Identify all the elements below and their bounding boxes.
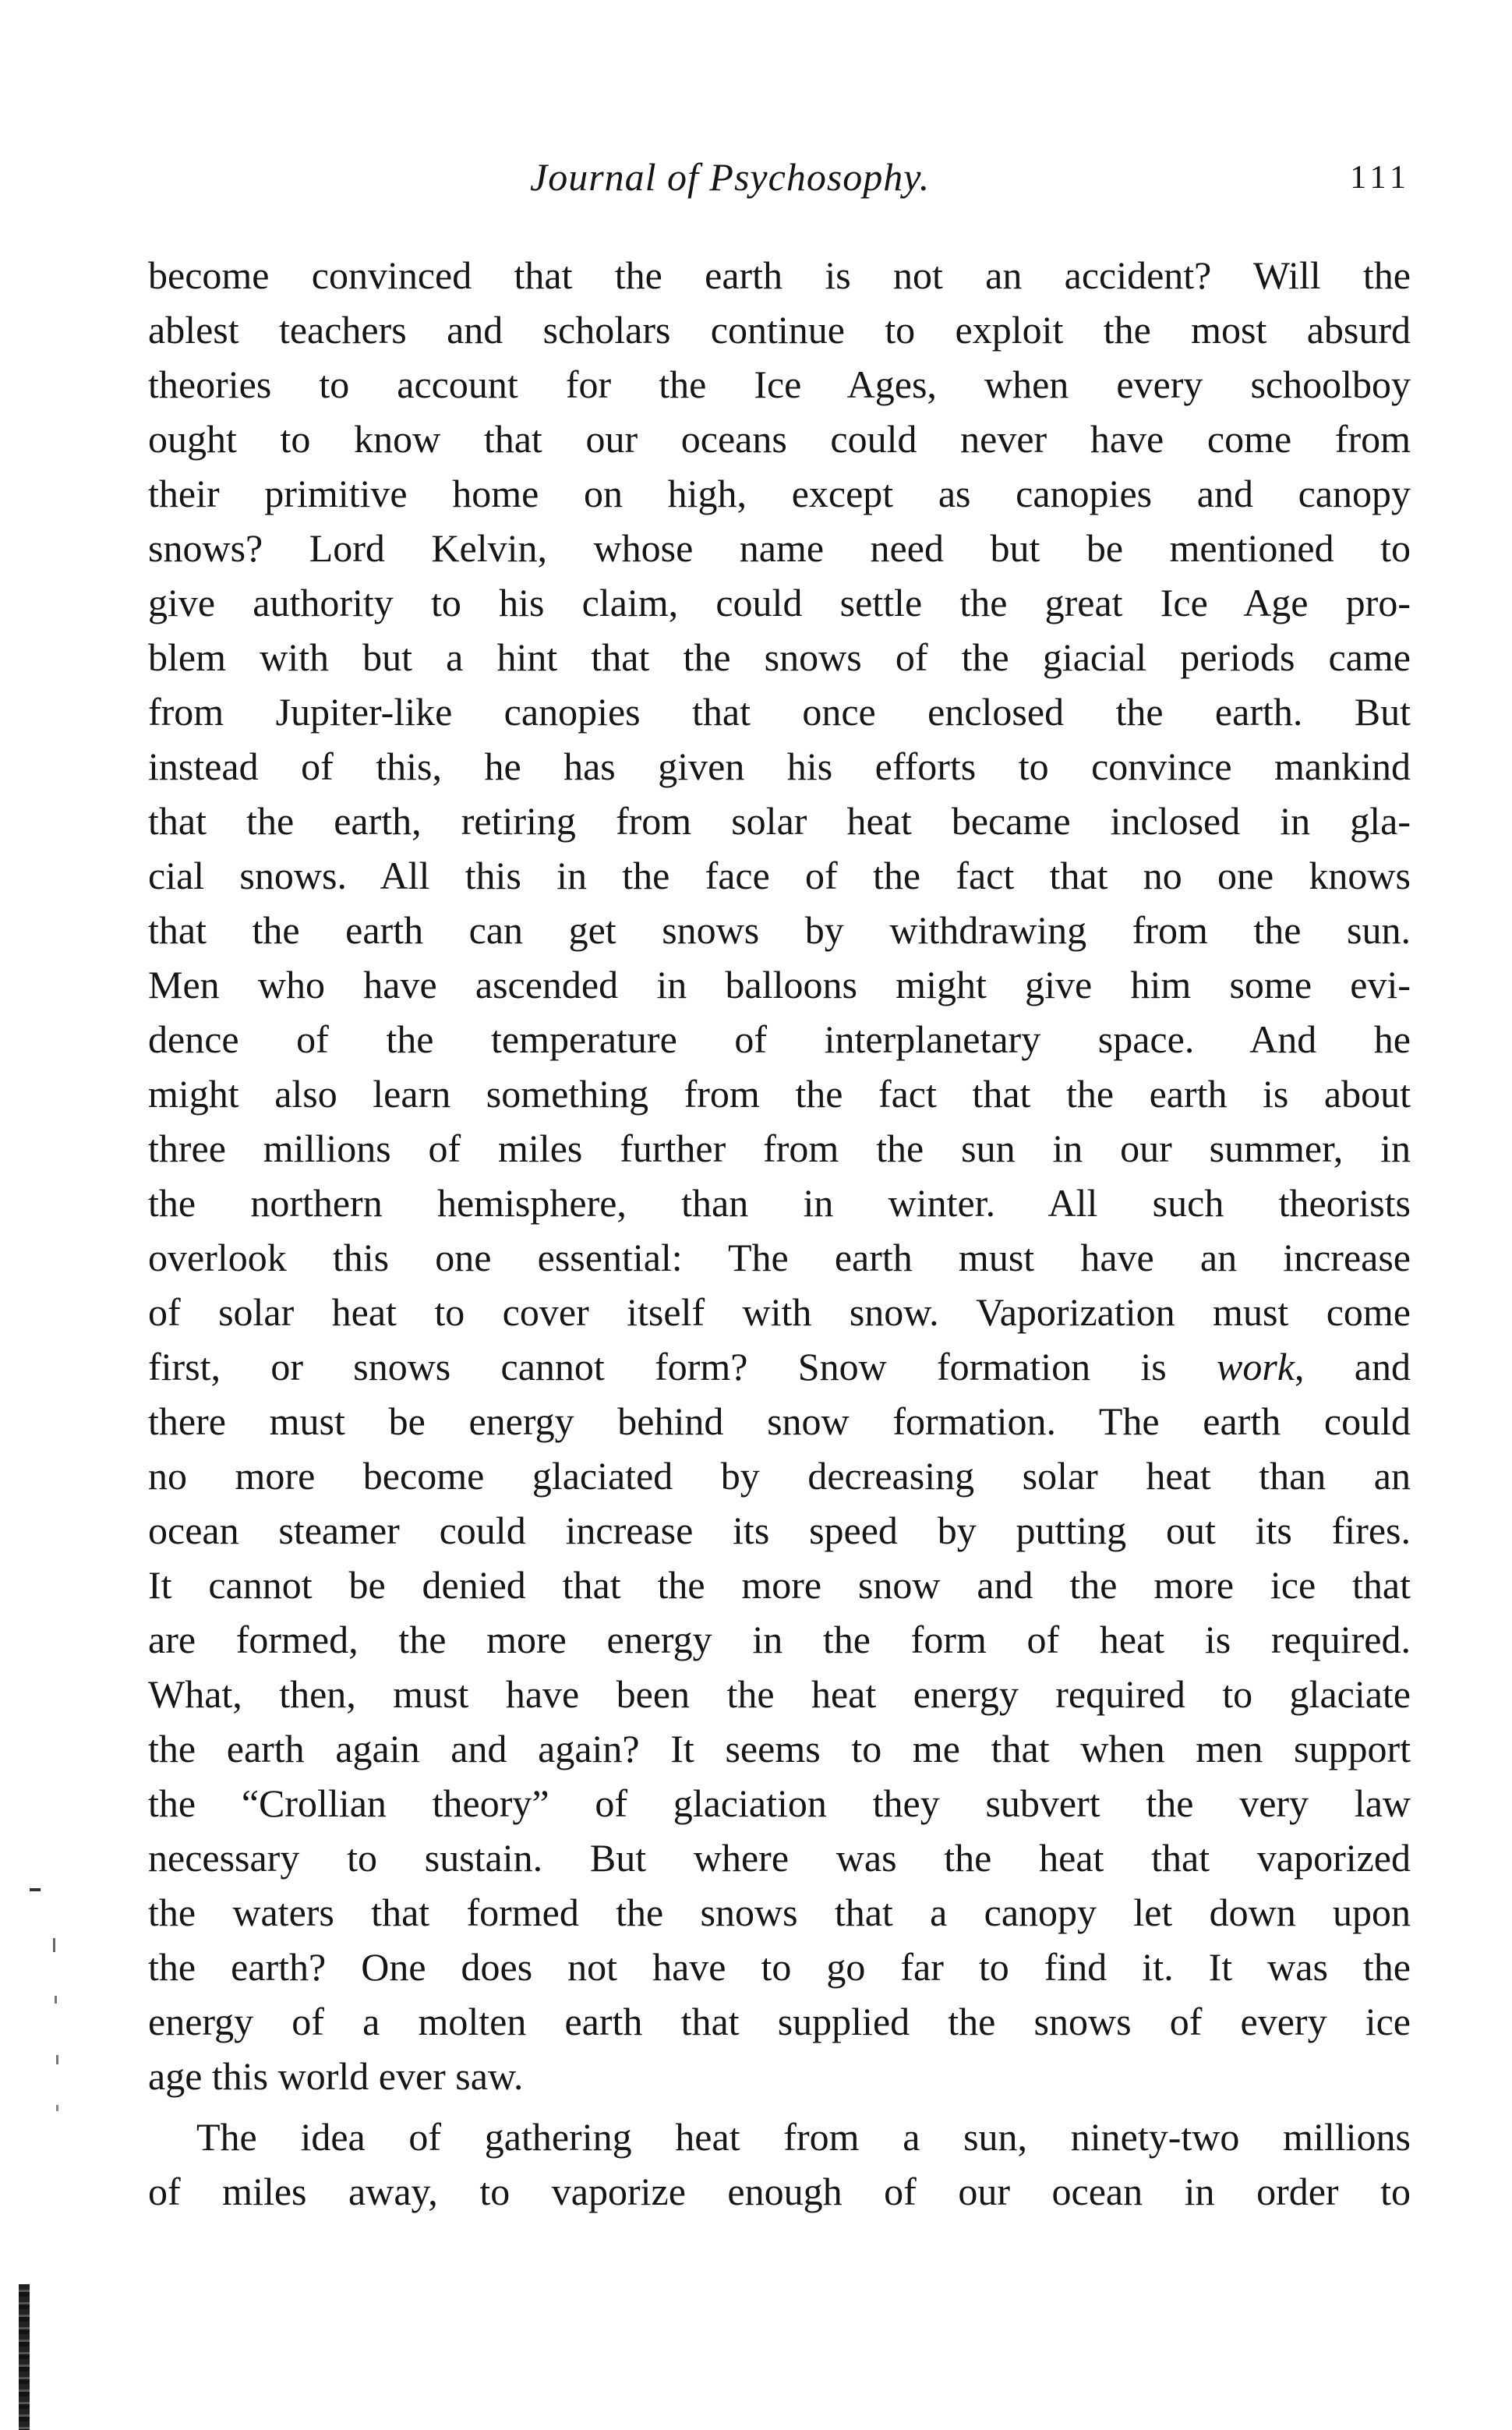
text-line: there must be energy behind snow formation. The earth could: [148, 1399, 1411, 1443]
text-line: first, or snows cannot form? Snow formation is work, and: [148, 1345, 1411, 1388]
binding-edge-mark: [19, 2284, 30, 2430]
journal-title: Journal of Psychosophy.: [530, 155, 931, 199]
margin-speck: [56, 2055, 58, 2064]
emphasized-word: work: [1217, 1345, 1295, 1388]
text-line: What, then, must have been the heat energy required to glaciate: [148, 1672, 1411, 1716]
margin-speck: [55, 1996, 57, 2004]
text-line: theories to account for the Ice Ages, when every schoolboy: [148, 363, 1411, 406]
running-head: [148, 154, 1411, 210]
text-line: of miles away, to vaporize enough of our ocean in order to: [148, 2170, 1411, 2213]
text-line: dence of the temperature of interplanetary space. And he: [148, 1017, 1411, 1061]
text-line: that the earth can get snows by withdrawing from the sun.: [148, 908, 1411, 952]
margin-speck: [56, 2105, 58, 2111]
text-line: ocean steamer could increase its speed by putting out its fires.: [148, 1509, 1411, 1552]
text-line: cial snows. All this in the face of the fact that no one knows: [148, 854, 1411, 897]
text-line: instead of this, he has given his efforts to convince mankind: [148, 745, 1411, 788]
text-line: are formed, the more energy in the form of heat is required.: [148, 1618, 1411, 1661]
margin-dash-mark: [30, 1888, 41, 1891]
text-line: the waters that formed the snows that a canopy let down upon: [148, 1891, 1411, 1934]
body-text: [148, 248, 1411, 2219]
text-line: overlook this one essential: The earth must have an increase: [148, 1236, 1411, 1279]
text-line: ablest teachers and scholars continue to exploit the most absurd: [148, 308, 1411, 352]
text-line: from Jupiter-like canopies that once enclosed the earth. But: [148, 690, 1411, 734]
text-line: blem with but a hint that the snows of the giacial periods came: [148, 635, 1411, 679]
text-line: necessary to sustain. But where was the heat that vaporized: [148, 1836, 1411, 1880]
text-line: the northern hemisphere, than in winter. All such theorists: [148, 1181, 1411, 1225]
text-line: the earth? One does not have to go far to find it. It was the: [148, 1945, 1411, 1989]
margin-speck: [53, 1938, 55, 1952]
text-line: no more become glaciated by decreasing solar heat than an: [148, 1454, 1411, 1498]
text-line: give authority to his claim, could settle the great Ice Age pro-: [148, 581, 1411, 624]
text-line: The idea of gathering heat from a sun, ninety-two millions: [196, 2115, 1411, 2159]
text-line: that the earth, retiring from solar heat became inclosed in gla-: [148, 799, 1411, 843]
text-line: ought to know that our oceans could never have come from: [148, 417, 1411, 461]
text-line: three millions of miles further from the sun in our summer, in: [148, 1127, 1411, 1170]
text-line: of solar heat to cover itself with snow. Vaporization must come: [148, 1290, 1411, 1334]
text-line: snows? Lord Kelvin, whose name need but be mentioned to: [148, 526, 1411, 570]
page-number: 111: [1350, 160, 1411, 196]
text-line: energy of a molten earth that supplied the snows of every ice: [148, 2000, 1411, 2043]
text-line: become convinced that the earth is not an accident? Will the: [148, 253, 1411, 297]
text-line: the “Crollian theory” of glaciation they subvert the very law: [148, 1781, 1411, 1825]
paragraph-1: [148, 248, 1411, 2103]
paragraph-spacer: [148, 2103, 1411, 2110]
text-line: Men who have ascended in balloons might give him some evi-: [148, 963, 1411, 1006]
text-line: age this world ever saw.: [148, 2054, 524, 2098]
text-line: It cannot be denied that the more snow and the more ice that: [148, 1563, 1411, 1607]
text-line: might also learn something from the fact that the earth is about: [148, 1072, 1411, 1116]
text-line: the earth again and again? It seems to me that when men support: [148, 1727, 1411, 1770]
paragraph-2: [148, 2110, 1411, 2219]
text-line: their primitive home on high, except as canopies and canopy: [148, 472, 1411, 515]
